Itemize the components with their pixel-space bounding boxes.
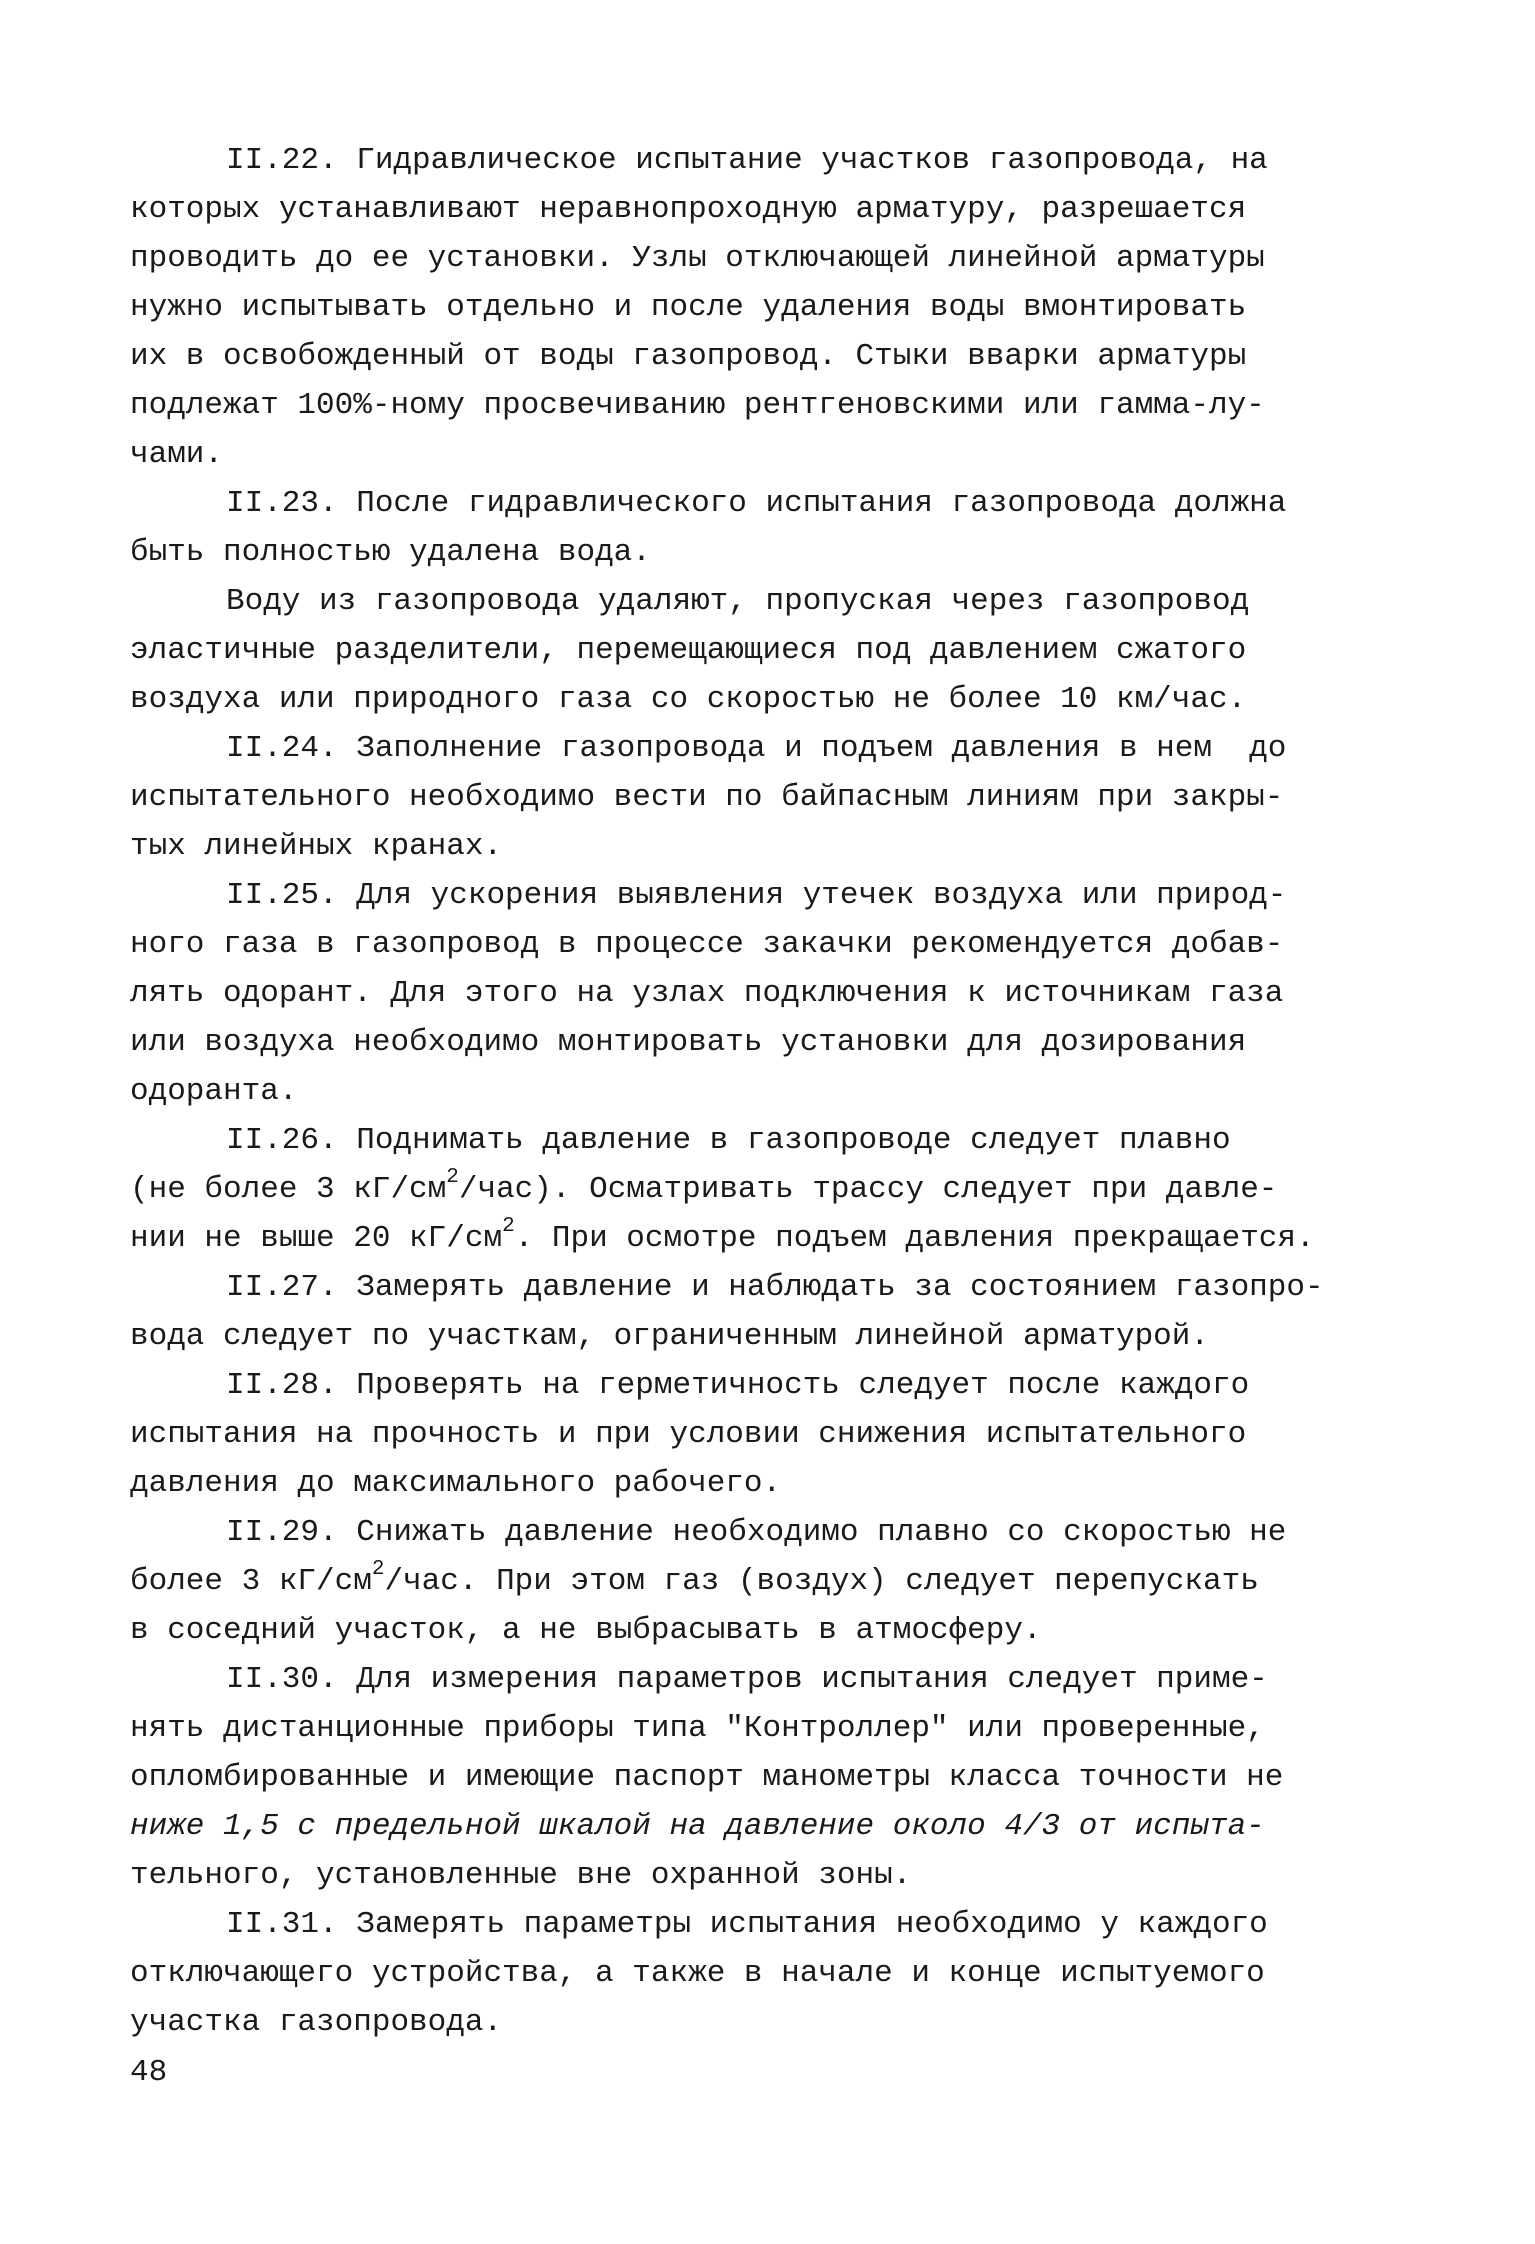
text-line: лять одорант. Для этого на узлах подключения к источникам газа [130,976,1284,1011]
text-line: проводить до ее установки. Узлы отключающей линейной арматуры [130,241,1265,276]
text-line: тых линейных кранах. [130,829,503,864]
page-number: 48 [130,2055,168,2090]
text-line: II.29. Снижать давление необходимо плавно со скоростью не [226,1515,1287,1550]
text-line [130,1214,1420,1263]
text-line: Воду из газопровода удаляют, пропуская через газопровод [226,584,1250,619]
text-line: II.25. Для ускорения выявления утечек воздуха или природ- [226,878,1287,913]
text-line: ного газа в газопровод в процессе закачки рекомендуется добав- [130,927,1284,962]
text-line: II.24. Заполнение газопровода и подъем давления в нем до [226,731,1287,766]
text-line: нять дистанционные приборы типа "Контроллер" или проверенные, [130,1711,1265,1746]
text-line: которых устанавливают неравнопроходную арматуру, разрешается [130,192,1247,227]
text-segment: /час. При этом газ (воздух) следует перепускать [384,1564,1259,1599]
text-line: испытания на прочность и при условии снижения испытательного [130,1417,1247,1452]
text-line: испытательного необходимо вести по байпасным линиям при закры- [130,780,1284,815]
text-segment: /час). Осматривать трассу следует при давле- [458,1172,1278,1207]
text-segment: более 3 кГ/см [130,1564,372,1599]
text-line [130,1557,1420,1606]
text-line: в соседний участок, а не выбрасывать в атмосферу. [130,1613,1042,1648]
text-line: чами. [130,437,224,472]
text-line: или воздуха необходимо монтировать установки для дозирования [130,1025,1247,1060]
text-line: II.23. После гидравлического испытания газопровода должна [226,486,1287,521]
text-line: участка газопровода. [130,2005,503,2040]
text-line: II.26. Поднимать давление в газопроводе следует плавно [226,1123,1231,1158]
text-line: нужно испытывать отдельно и после удаления воды вмонтировать [130,290,1247,325]
text-line: отключающего устройства, а также в начале и конце испытуемого [130,1956,1265,1991]
text-segment: (не более 3 кГ/см [130,1172,447,1207]
text-segment: нии не выше 20 кГ/см [130,1221,503,1256]
text-segment: . При осмотре подъем давления прекращается. [514,1221,1315,1256]
text-line: подлежат 100%-ному просвечиванию рентгеновскими или гамма-лу- [130,388,1265,423]
text-line: II.30. Для измерения параметров испытания следует приме- [226,1662,1268,1697]
text-line: воздуха или природного газа со скоростью не более 10 км/час. [130,682,1247,717]
text-line: тельного, установленные вне охранной зоны. [130,1858,912,1893]
text-line: II.31. Замерять параметры испытания необходимо у каждого [226,1907,1268,1942]
superscript: 2 [446,1165,459,1189]
text-line: опломбированные и имеющие паспорт манометры класса точности не [130,1760,1284,1795]
text-line: эластичные разделители, перемещающиеся под давлением сжатого [130,633,1247,668]
document-body [130,136,1420,2047]
text-line: II.27. Замерять давление и наблюдать за состоянием газопро- [226,1270,1324,1305]
text-line: их в освобожденный от воды газопровод. Стыки вварки арматуры [130,339,1247,374]
superscript: 2 [371,1557,385,1581]
text-line: II.28. Проверять на герметичность следует после каждого [226,1368,1250,1403]
text-line: вода следует по участкам, ограниченным линейной арматурой. [130,1319,1209,1354]
superscript: 2 [502,1214,515,1238]
text-line [130,1165,1420,1214]
text-line: одоранта. [130,1074,298,1109]
text-line: II.22. Гидравлическое испытание участков газопровода, на [226,143,1268,178]
text-line: быть полностью удалена вода. [130,535,651,570]
text-line: давления до максимального рабочего. [130,1466,782,1501]
text-line: ниже 1,5 с предельной шкалой на давление около 4/3 от испыта- [130,1809,1265,1844]
